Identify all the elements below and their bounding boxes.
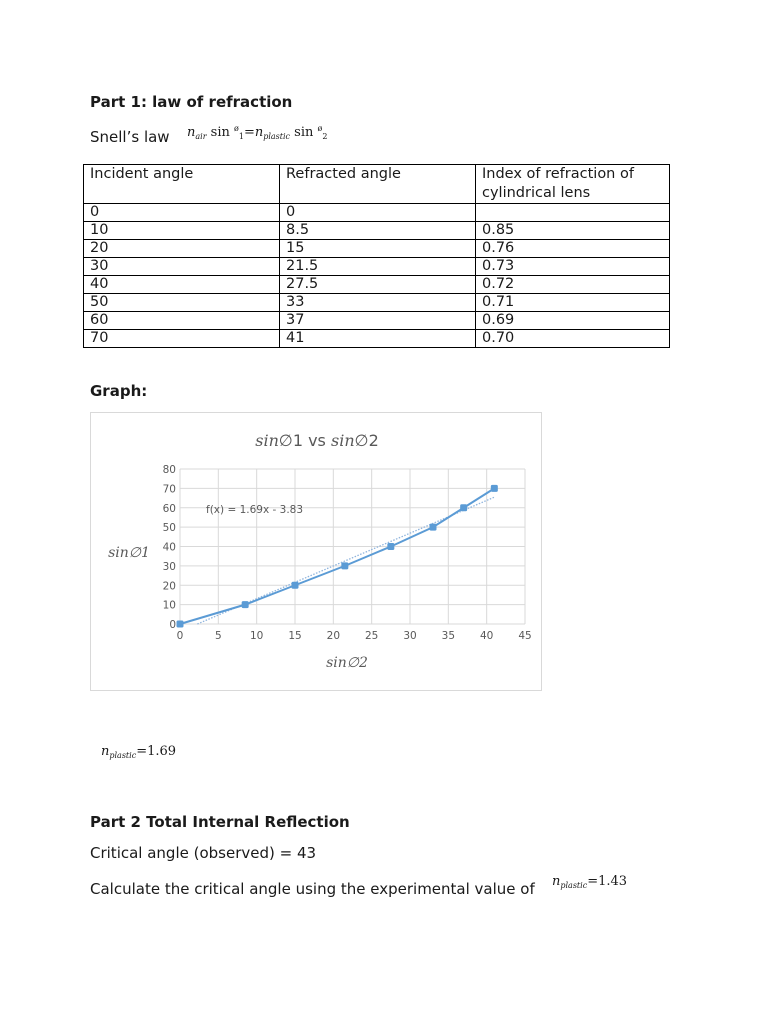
table-row xyxy=(84,204,670,222)
refracted-cell: 41 xyxy=(280,330,476,348)
data-point xyxy=(341,562,348,569)
header-refracted-angle: Refracted angle xyxy=(280,165,476,204)
y-tick-label: 70 xyxy=(162,483,176,496)
refracted-cell: 0 xyxy=(280,204,476,222)
data-point xyxy=(387,543,394,550)
part1-heading: Part 1: law of refraction xyxy=(90,93,293,111)
chart-container xyxy=(90,412,542,691)
refracted-cell: 21.5 xyxy=(280,258,476,276)
part2-heading: Part 2 Total Internal Reflection xyxy=(90,813,350,831)
chart xyxy=(91,413,543,692)
y-axis-label: sin∅1 xyxy=(108,545,150,561)
y-tick-label: 50 xyxy=(162,522,176,535)
header-incident-angle: Incident angle xyxy=(84,165,280,204)
refracted-cell: 33 xyxy=(280,294,476,312)
x-tick-label: 10 xyxy=(249,630,264,642)
incident-cell: 20 xyxy=(84,240,280,258)
x-tick-label: 0 xyxy=(176,630,184,642)
incident-cell: 30 xyxy=(84,258,280,276)
data-point xyxy=(177,621,184,628)
data-point xyxy=(430,524,437,531)
y-tick-label: 10 xyxy=(162,599,176,612)
trendline-equation: f(x) = 1.69x - 3.83 xyxy=(206,504,304,516)
index-cell xyxy=(476,204,670,222)
index-cell: 0.76 xyxy=(476,240,670,258)
calculate-instruction: Calculate the critical angle using the experimental value of xyxy=(90,880,535,898)
y-tick-label: 20 xyxy=(162,580,176,593)
table-row xyxy=(84,312,670,330)
index-cell: 0.71 xyxy=(476,294,670,312)
x-tick-label: 25 xyxy=(364,630,379,642)
table-row xyxy=(84,294,670,312)
index-cell: 0.70 xyxy=(476,330,670,348)
table-header-row xyxy=(84,165,670,204)
x-tick-label: 30 xyxy=(403,630,417,642)
incident-cell: 70 xyxy=(84,330,280,348)
x-tick-label: 20 xyxy=(326,630,341,642)
refracted-cell: 37 xyxy=(280,312,476,330)
index-cell: 0.85 xyxy=(476,222,670,240)
refracted-cell: 8.5 xyxy=(280,222,476,240)
table-row xyxy=(84,258,670,276)
incident-cell: 60 xyxy=(84,312,280,330)
x-tick-label: 15 xyxy=(288,630,302,642)
chart-title: sin∅1 vs sin∅2 xyxy=(255,431,379,450)
data-point xyxy=(292,582,299,589)
x-tick-label: 5 xyxy=(214,630,222,642)
critical-angle-observed: Critical angle (observed) = 43 xyxy=(90,844,317,862)
data-point xyxy=(491,485,498,492)
x-tick-label: 40 xyxy=(479,630,494,642)
y-tick-label: 80 xyxy=(162,464,176,476)
x-axis-label: sin∅2 xyxy=(326,655,368,671)
y-tick-label: 30 xyxy=(162,560,176,573)
n-plastic-experimental: $n_{plastic}=1.43$ xyxy=(552,874,628,890)
data-point xyxy=(242,601,249,608)
x-tick-label: 35 xyxy=(441,630,456,642)
header-index-of-refraction: Index of refraction of cylindrical lens xyxy=(476,165,670,204)
table-row xyxy=(84,222,670,240)
snell-formula: $n_{air}$ $\sin ^ø_1=n_{plastic}$ sin $^ø_2$ xyxy=(187,124,328,141)
n-plastic-result: $n_{plastic}=1.69$ xyxy=(101,744,177,760)
refracted-cell: 27.5 xyxy=(280,276,476,294)
index-cell: 0.73 xyxy=(476,258,670,276)
incident-cell: 40 xyxy=(84,276,280,294)
index-cell: 0.69 xyxy=(476,312,670,330)
snell-label: Snell’s law xyxy=(90,128,170,146)
table-row xyxy=(84,330,670,348)
y-tick-label: 0 xyxy=(169,619,176,631)
index-cell: 0.72 xyxy=(476,276,670,294)
incident-cell: 0 xyxy=(84,204,280,222)
table-row xyxy=(84,276,670,294)
refracted-cell: 15 xyxy=(280,240,476,258)
x-tick-label: 45 xyxy=(518,630,532,642)
incident-cell: 50 xyxy=(84,294,280,312)
table-row xyxy=(84,240,670,258)
y-tick-label: 40 xyxy=(162,541,176,554)
incident-cell: 10 xyxy=(84,222,280,240)
graph-heading: Graph: xyxy=(90,382,148,400)
y-tick-label: 60 xyxy=(162,502,176,515)
data-point xyxy=(460,504,467,511)
refraction-table xyxy=(83,164,670,348)
